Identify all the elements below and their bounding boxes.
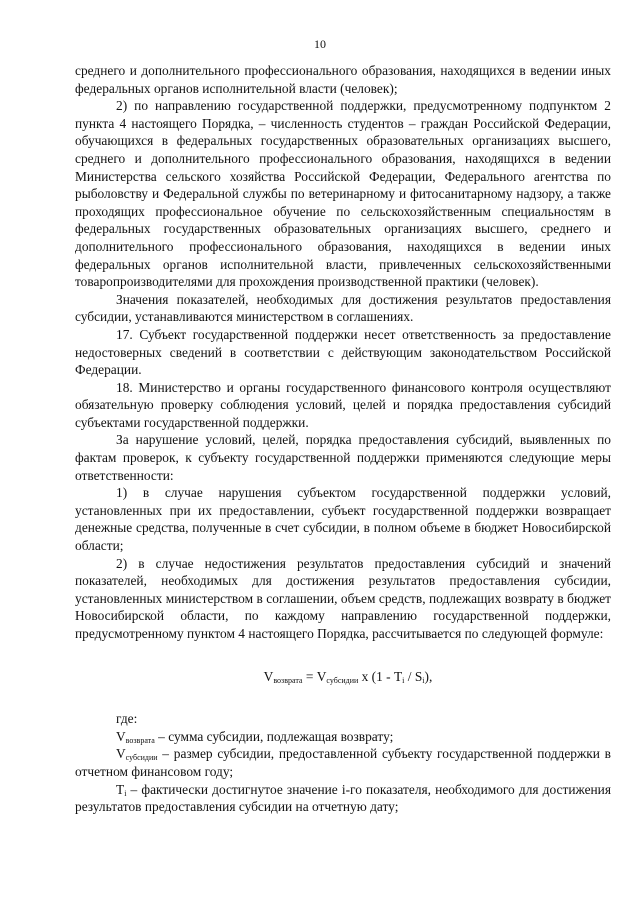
paragraph: 17. Субъект государственной поддержки несет ответственность за предоставление недостоверных сведений в соответствии с действующим законодательством Российской Федерации. [75,326,611,378]
formula-equals: = [302,668,317,684]
paragraph: 1) в случае нарушения субъектом государственной поддержки условий, установленных при их предоставлении, субъект государственной поддержки возвращает денежные средства, полученные в счет субсидии, в полном объеме в бюджет Новосибирской области; [75,485,611,554]
definition [75,728,611,746]
formula-sub-subsidy: субсидии [326,675,359,685]
paragraph: среднего и дополнительного профессионального образования, находящихся в ведении иных федеральных органов исполнительной власти (человек); [75,63,611,96]
definition-subscript: i [124,788,127,798]
paragraph: 2) по направлению государственной поддержки, предусмотренному подпунктом 2 пункта 4 настоящего Порядка, – численность студентов – граждан Российской Федерации, обучающихся в федеральных государственных образовательных организациях высшего, среднего и дополнительного профессионального образования, находящихся в ведении Министерства сельского хозяйства Российской Федерации, Федерального агентства по рыболовству и Федеральной службы по ветеринарному и фитосанитарному надзору, а также проходящих профессиональное обучение по сельскохозяйственным специальностям в федеральных государственных образовательных организациях высшего, среднего и дополнительного профессионального образования, находящихся в ведении иных федеральных органов исполнительной власти, привлеченных сельскохозяйственными товаропроизводителями для прохождения производственной практики (человек). [75,98,611,290]
definition-subscript: субсидии [125,753,158,763]
definition-symbol: V [116,746,126,762]
formula-part: ), [424,668,433,684]
return-formula [75,668,611,686]
definition-text: – сумма субсидии, подлежащая возврату; [154,728,394,744]
paragraph: За нарушение условий, целей, порядка предоставления субсидий, выявленных по фактам проверок, к субъекту государственной поддержки применяются следующие меры ответственности: [75,432,611,483]
definition-symbol: V [116,728,126,744]
definition-text: – размер субсидии, предоставленной субъекту государственной поддержки в отчетном финансовом году; [75,746,611,779]
formula-v: V [316,668,327,684]
document-body [75,62,611,816]
paragraph: Значения показателей, необходимых для достижения результатов предоставления субсидии, устанавливаются министерством в соглашениях. [75,291,611,325]
formula-index: i [422,675,425,685]
paragraph: 18. Министерство и органы государственного финансового контроля осуществляют обязательную проверку соблюдения условий, целей и порядка предоставления субсидий субъектами государственной поддержки. [75,379,611,430]
where-label: где: [116,711,138,727]
definition [75,781,611,816]
formula-part: / S [404,668,423,684]
formula-sub-return: возврата [273,675,303,685]
definition-text: – фактически достигнутое значение i-го показателя, необходимого для достижения результатов предоставления субсидии на отчетную дату; [75,781,611,815]
paragraph: 2) в случае недостижения результатов предоставления субсидий и значений показателей, необходимых для достижения результатов предоставления субсидии, установленных министерством в соглашении, объем средств, подлежащих возврату в бюджет Новосибирской области, по каждому направлению государственной поддержки, предусмотренному пунктом 4 настоящего Порядка, рассчитывается по следующей формуле: [75,555,611,641]
formula-part: х (1 - T [358,668,403,684]
definition-subscript: возврата [125,735,155,745]
definition-symbol: T [116,781,125,797]
formula-index: i [402,675,405,685]
definition [75,745,611,780]
formula-v: V [263,668,274,684]
page-number: 10 [314,37,326,51]
